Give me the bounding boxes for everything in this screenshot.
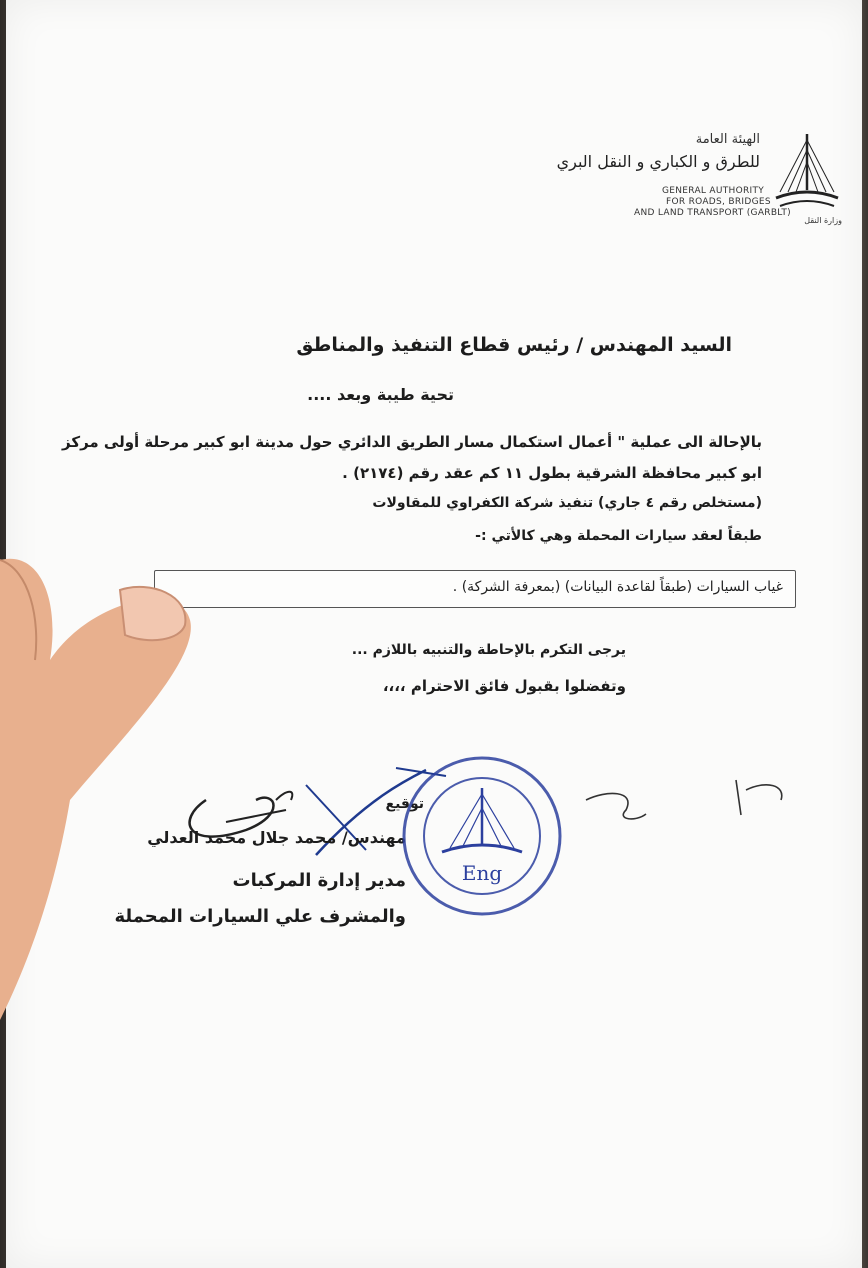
holding-hand (0, 540, 200, 1080)
letter-request: يرجى التكرم بالإحاطة والتنبيه باللازم ... (351, 642, 626, 658)
official-stamp (398, 752, 566, 920)
logo-arabic-line1: الهيئة العامة (695, 132, 760, 147)
letter-salutation: السيد المهندس / رئيس قطاع التنفيذ والمناطق (296, 334, 732, 356)
letter-body-line: (مستخلص رقم ٤ جاري) تنفيذ شركة الكفراوي للمقاولات (372, 495, 762, 511)
signer-title: مدير إدارة المركبات (232, 870, 406, 891)
logo-english-line1: GENERAL AUTHORITY (662, 186, 765, 196)
letter-closing: وتفضلوا بقبول فائق الاحترام ،،،، (382, 677, 626, 695)
logo-ministry-label: وزارة النقل (804, 216, 842, 225)
logo-english-line2: FOR ROADS, BRIDGES (666, 197, 771, 207)
letter-body-line: بالإحالة الى عملية " أعمال استكمال مسار الطريق الدائري حول مدينة ابو كبير مرحلة أولى مركز (62, 433, 762, 451)
bridge-logo-icon (772, 130, 842, 226)
letter-greeting: تحية طيبة وبعد .... (307, 385, 454, 404)
stamp-center-text: Eng (461, 861, 503, 885)
signer-role: والمشرف علي السيارات المحملة (114, 906, 406, 927)
absence-note: غياب السيارات (طبقاً لقاعدة البيانات) (بمعرفة الشركة) . (452, 579, 783, 595)
absence-table (154, 570, 796, 608)
letter-body-line: ابو كبير محافظة الشرقية بطول ١١ كم عقد رقم (٢١٧٤) . (342, 464, 762, 482)
authority-logo (556, 130, 846, 230)
letter-body-line: طبقاً لعقد سيارات المحملة وهي كالأتي :- (475, 528, 762, 544)
logo-arabic-line2: للطرق و الكباري و النقل البري (556, 152, 760, 171)
signature-label: توقيع (385, 796, 424, 812)
signer-name: مهندس/ محمد جلال محمد العدلي (147, 828, 406, 847)
logo-english-line3: AND LAND TRANSPORT (GARBLT) (634, 208, 791, 218)
